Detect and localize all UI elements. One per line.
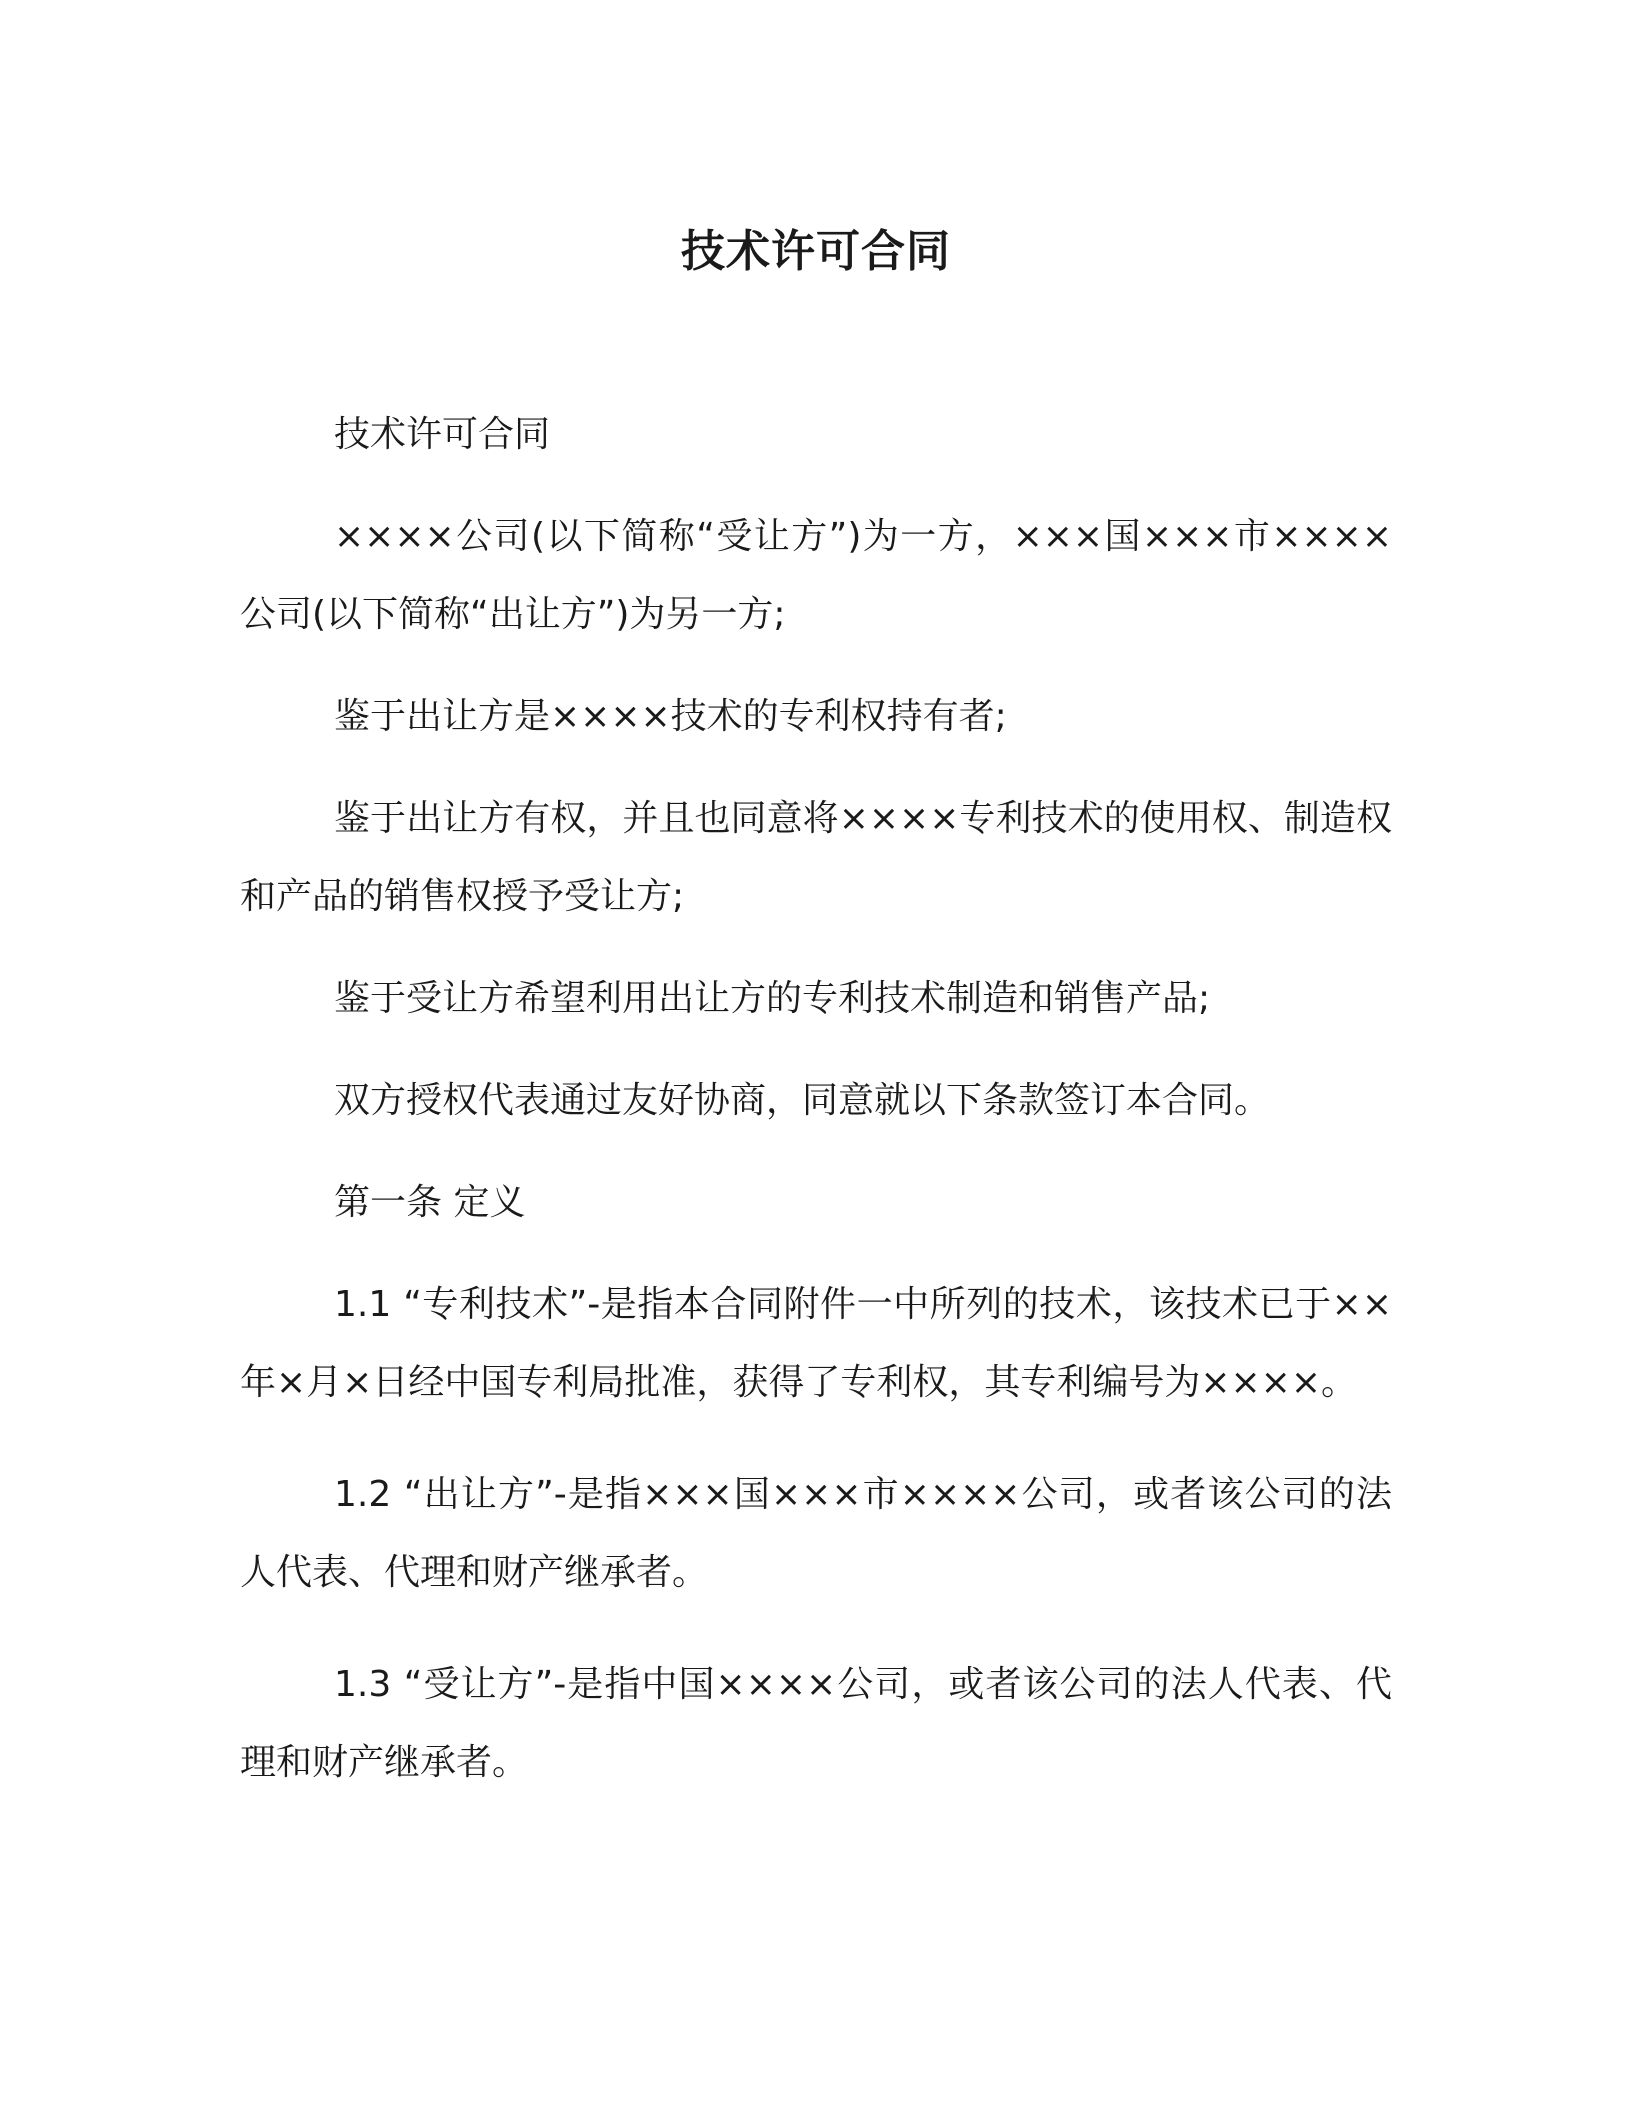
paragraph-heading: 技术许可合同 <box>334 414 551 455</box>
paragraph-parties: ××××公司(以下简称“受让方”)为一方，×××国×××市××××公司(以下简称“出让方”)为另一方; <box>240 516 1392 635</box>
paragraph-agreement: 双方授权代表通过友好协商，同意就以下条款签订本合同。 <box>334 1080 1271 1121</box>
clause-1-1: 1.1 “专利技术”-是指本合同附件一中所列的技术，该技术已于××年×月×日经中国专利局批准，获得了专利权，其专利编号为××××。 <box>240 1284 1392 1403</box>
paragraph-whereas-3: 鉴于受让方希望利用出让方的专利技术制造和销售产品; <box>334 978 1211 1019</box>
paragraph-whereas-1: 鉴于出让方是××××技术的专利权持有者; <box>334 696 1007 737</box>
document-body <box>240 396 1392 1836</box>
clause-1-3: 1.3 “受让方”-是指中国××××公司，或者该公司的法人代表、代理和财产继承者。 <box>240 1664 1392 1783</box>
paragraph-whereas-2: 鉴于出让方有权，并且也同意将××××专利技术的使用权、制造权和产品的销售权授予受让方; <box>240 798 1392 917</box>
document-title: 技术许可合同 <box>681 226 951 277</box>
clause-1-2: 1.2 “出让方”-是指×××国×××市××××公司，或者该公司的法人代表、代理和财产继承者。 <box>240 1474 1392 1593</box>
article-1-heading: 第一条 定义 <box>334 1182 526 1223</box>
